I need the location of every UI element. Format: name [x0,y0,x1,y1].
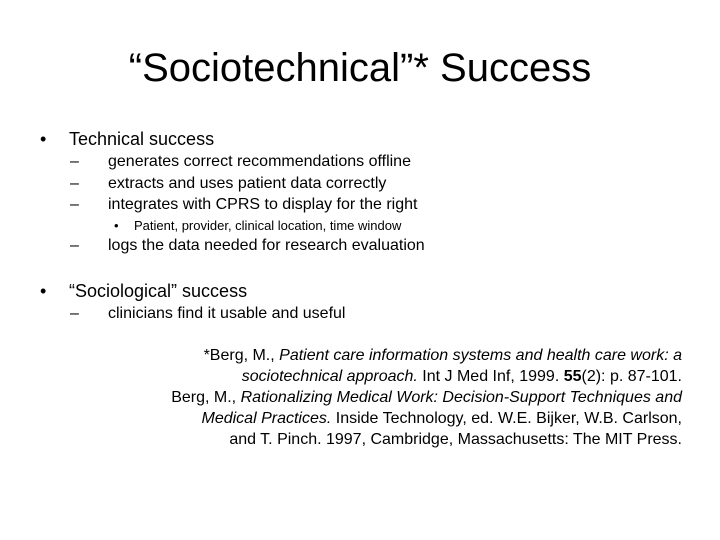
bullet-marker: • [40,281,47,301]
references [42,345,682,450]
sub-bullet-patient-data: extracts and uses patient data correctly [108,175,387,192]
slide-title: “Sociotechnical”* Success [128,46,592,90]
reference-2-authors: Berg, M., [171,389,241,406]
reference-2-publisher: Inside Technology, ed. W.E. Bijker, W.B. Carlson, [331,410,682,427]
reference-2-line-3 [42,429,682,450]
reference-1-title-cont: sociotechnical approach. [241,368,418,385]
bullet-marker: • [40,129,47,149]
bullet-sociological-success: “Sociological” success [69,281,248,301]
reference-2-line-2 [42,408,682,429]
reference-1-title: Patient care information systems and health care work: a [279,347,682,364]
sub-bullet-marker: – [70,175,79,192]
sub-bullet-marker: – [70,153,79,170]
reference-1-journal: Int J Med Inf, 1999. [417,368,564,385]
reference-1-authors: *Berg, M., [203,347,280,364]
reference-1-volume: 55 [563,368,582,385]
sub-bullet-cprs: integrates with CPRS to display for the right [108,196,418,213]
reference-1-line-2 [42,366,682,387]
sub-bullet-recommendations: generates correct recommendations offline [108,153,411,170]
sub-bullet-logging: logs the data needed for research evaluation [108,237,425,254]
reference-1-line-1 [42,345,682,366]
sub-sub-bullet-context: Patient, provider, clinical location, time window [134,218,402,233]
bullet-technical-success: Technical success [69,129,215,149]
sub-bullet-usable: clinicians find it usable and useful [108,305,346,322]
sub-bullet-marker: – [70,305,79,322]
reference-2-line-1 [42,387,682,408]
sub-bullet-marker: – [70,237,79,254]
reference-2-title: Rationalizing Medical Work: Decision-Support Techniques and [240,389,682,406]
sub-sub-bullet-marker: • [114,218,119,233]
sub-bullet-marker: – [70,196,79,213]
reference-1-pages: (2): p. 87-101. [581,368,682,385]
reference-2-title-cont: Medical Practices. [201,410,332,427]
reference-2-publisher-cont: and T. Pinch. 1997, Cambridge, Massachusetts: The MIT Press. [229,431,682,448]
